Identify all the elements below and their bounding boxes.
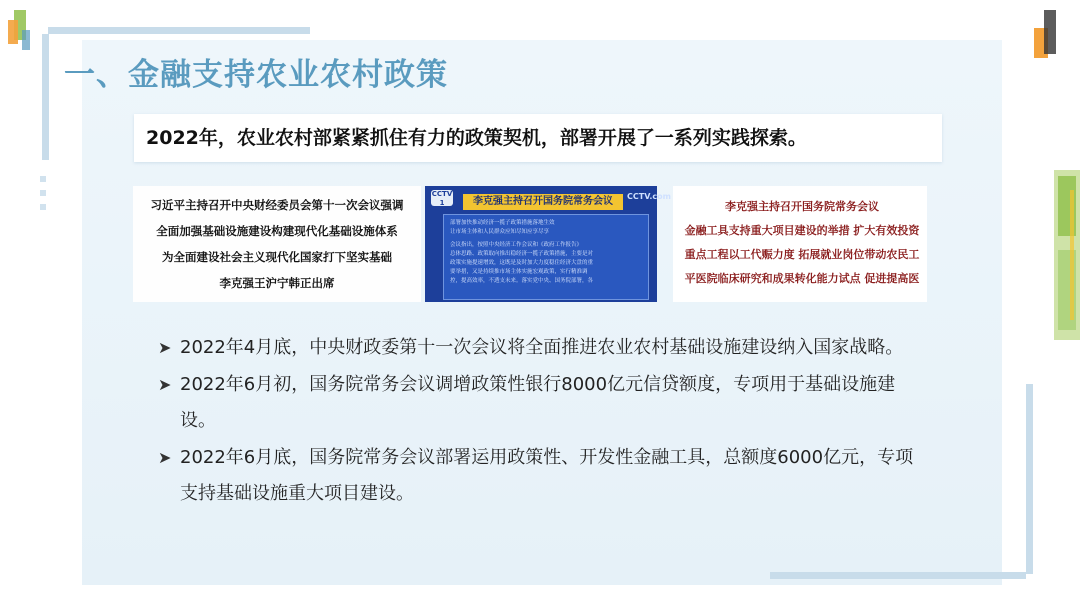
decor-dot <box>40 204 46 210</box>
frame-line-top <box>48 27 310 34</box>
side-ornament-icon <box>1044 170 1080 340</box>
decor-dot <box>40 190 46 196</box>
bullet-list <box>158 330 918 513</box>
bullet-text: 2022年4月底，中央财政委第十一次会议将全面推进农业农村基础设施建设纳入国家战略。 <box>180 337 904 358</box>
list-item <box>158 367 918 439</box>
news-text-line: 要举措，又是持续推市场主体实施宏观政策，实行精准调 <box>450 269 588 275</box>
decor-dot <box>40 176 46 182</box>
news-caption-line: 平医院临床研究和成果转化能力试点 促进提高医 <box>684 272 920 285</box>
arrow-right-icon: ➤ <box>158 375 172 394</box>
bullet-text: 2022年6月底，国务院常务会议部署运用政策性、开发性金融工具，总额度6000亿元，专项支持基础设施重大项目建设。 <box>180 447 914 504</box>
news-caption-line: 李克强王沪宁韩正出席 <box>219 276 335 290</box>
news-headline: 李克强主持召开国务院常务会议 <box>463 194 623 210</box>
news-text-line: 部署加快推动经济一揽子政策措施落地生效 <box>450 220 555 226</box>
list-item <box>158 440 918 512</box>
cctv-logo: CCTV 1 <box>431 190 453 207</box>
page-title: 一、金融支持农业农村政策 <box>64 57 448 93</box>
cctv-com-logo: CCTV.com <box>627 192 671 201</box>
subtitle-text: 2022年，农业农村部紧紧抓住有力的政策契机，部署开展了一系列实践探索。 <box>146 127 807 149</box>
news-caption-line: 为全面建设社会主义现代化国家打下坚实基础 <box>162 250 392 264</box>
arrow-right-icon: ➤ <box>158 338 172 357</box>
bullet-text: 2022年6月初，国务院常务会议调增政策性银行8000亿元信贷额度，专项用于基础设施建设。 <box>180 374 896 431</box>
list-item <box>158 330 918 366</box>
news-text-line: 会议指出，按照中央经济工作会议和《政府工作报告》 <box>450 242 583 248</box>
news-image-left <box>133 186 421 302</box>
news-text-line: 政策实施提速增效，这既是及时加大力度稳住经济大盘的重 <box>450 260 594 266</box>
frame-line-right <box>1026 384 1033 574</box>
news-image-middle <box>425 186 671 302</box>
news-text-line: 让市场主体和人民群众应知尽知应享尽享 <box>450 229 550 235</box>
news-text-line: 控，提高效率，不透支未来。落实党中央、国务院部署，各 <box>450 278 594 284</box>
news-text-line: 总体思路、政策取向推出稳经济一揽子政策措施，主要是对 <box>450 251 594 257</box>
news-caption-line: 重点工程以工代赈力度 拓展就业岗位带动农民工 <box>684 248 920 261</box>
corner-ornament-icon <box>4 6 44 56</box>
corner-ornament-icon <box>1026 4 1066 64</box>
news-caption-line: 习近平主持召开中央财经委员会第十一次会议强调 <box>150 198 404 212</box>
news-image-right <box>673 186 927 302</box>
arrow-right-icon: ➤ <box>158 448 172 467</box>
news-caption-line: 金融工具支持重大项目建设的举措 扩大有效投资 <box>684 224 920 237</box>
news-caption-line: 李克强主持召开国务院常务会议 <box>725 200 879 213</box>
subtitle-banner <box>134 114 942 162</box>
news-caption-line: 全面加强基础设施建设构建现代化基础设施体系 <box>156 224 398 238</box>
frame-line-bottom <box>770 572 1026 579</box>
news-text-box <box>443 214 649 300</box>
